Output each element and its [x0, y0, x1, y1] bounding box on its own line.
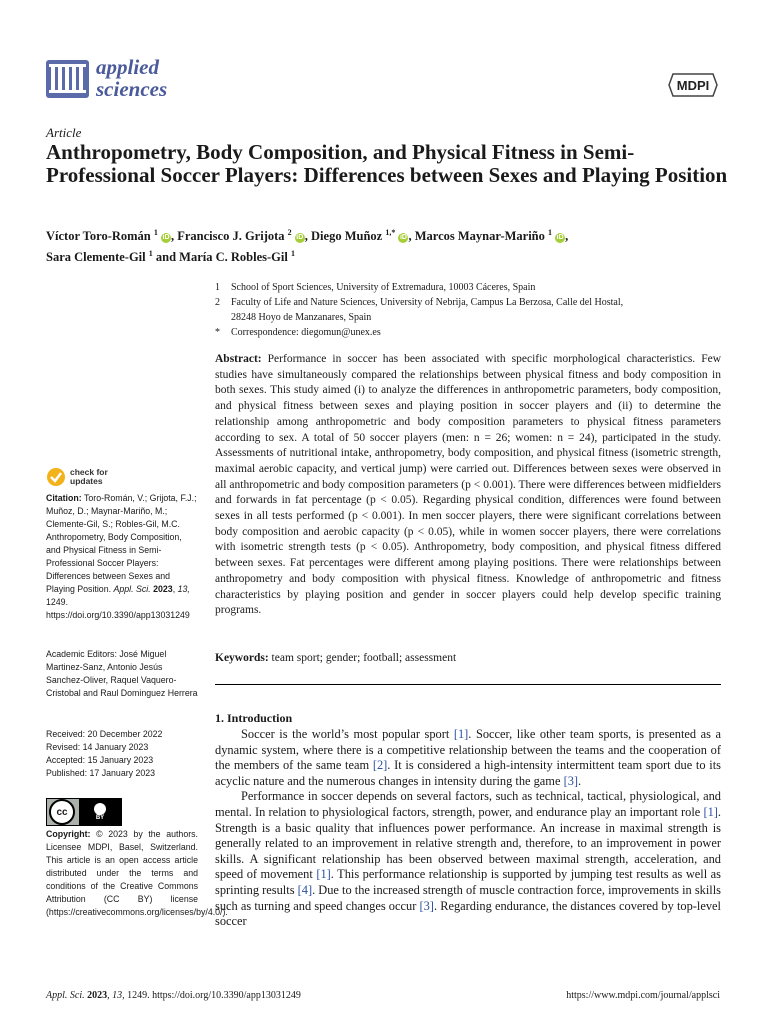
- reference-link[interactable]: [4]: [297, 882, 313, 897]
- citation-label: Citation:: [46, 493, 82, 503]
- paragraph-text: Performance in soccer depends on several factors, such as technical, tactical, physiological, and mental. In relation to physiological factors, strength, power, and endurance play an important role: [215, 789, 721, 819]
- affiliation-row: [215, 280, 725, 295]
- orcid-icon[interactable]: iD: [296, 234, 304, 242]
- body-text: [215, 727, 721, 930]
- affiliation-text: School of Sport Sciences, University of Extremadura, 10003 Cáceres, Spain: [231, 282, 536, 293]
- reference-link[interactable]: [3]: [419, 898, 434, 913]
- page-title: Anthropometry, Body Composition, and Physical Fitness in Semi-Professional Soccer Players: Differences between Sexes and Playing Position: [46, 140, 728, 187]
- copyright-label: Copyright:: [46, 829, 91, 839]
- affiliation-text: Faculty of Life and Nature Sciences, University of Nebrija, Campus La Berzosa, Calle del Hostal,: [231, 297, 624, 308]
- article-type: Article: [46, 125, 82, 140]
- footer-journal-url[interactable]: https://www.mdpi.com/journal/applsci: [566, 990, 720, 1001]
- citation-year: 2023: [153, 584, 173, 594]
- orcid-icon[interactable]: iD: [162, 234, 170, 242]
- orcid-icon[interactable]: iD: [556, 234, 564, 242]
- check-updates-icon: [46, 467, 66, 487]
- cc-license-badge[interactable]: [46, 798, 122, 826]
- footer-doi[interactable]: 1249. https://doi.org/10.3390/app13031249: [127, 990, 301, 1001]
- journal-logo-icon: [46, 60, 89, 98]
- affiliation-text: 28248 Hoyo de Manzanares, Spain: [231, 312, 372, 323]
- author-name: Víctor Toro-Román: [46, 229, 154, 244]
- revised-date: Revised: 14 January 2023: [46, 742, 149, 752]
- dates-block: [46, 728, 198, 780]
- citation-doi[interactable]: 1249. https://doi.org/10.3390/app13031249: [46, 597, 190, 620]
- reference-link[interactable]: [1]: [703, 804, 718, 819]
- affiliation-number: *: [215, 327, 220, 338]
- author-affiliation-marker: 1,*: [385, 228, 396, 237]
- affiliation-text: Correspondence: diegomun@unex.es: [231, 327, 381, 338]
- paragraph-text: . Soccer, like other team sports, is presented as a dynamic system, where there is a competitive relationship between the teams and the cooperation of the members of the same team: [215, 727, 721, 773]
- paragraph-text: .: [578, 773, 582, 788]
- affiliations: [215, 280, 725, 340]
- affiliation-number: [215, 310, 231, 325]
- affiliation-number: 1: [215, 282, 220, 293]
- reference-link[interactable]: [1]: [453, 727, 469, 741]
- journal-name-line1: applied: [96, 55, 159, 79]
- reference-link[interactable]: [3]: [563, 773, 579, 788]
- abstract: [215, 352, 721, 619]
- citation-block: Citation: Toro-Román, V.; Grijota, F.J.; Muñoz, D.; Maynar-Mariño, M.; Clemente-Gil, S.; Robles-Gil, M.C. Anthropometry, Body Composition, and Physical Fitness in Semi-Professional Soccer Players: Differences between Sexes and Playing Position. Appl. Sci. 2023, 13, 1249. https://doi.org/10.3390/app13031249: [46, 493, 197, 620]
- paragraph-text: . This performance relationship is supported by jumping test results as well as sprinting results: [215, 867, 721, 897]
- academic-editors: Academic Editors: José Miguel Martinez-Sanz, Antonio Jesús Sanchez-Oliver, Raquel Vaquero-Cristobal and Raul Dominguez Herrera: [46, 649, 198, 698]
- author-affiliation-marker: 1: [548, 228, 553, 237]
- author-name: Francisco J. Grijota: [177, 229, 288, 244]
- paragraph-1: [215, 727, 721, 789]
- author-line-1: Víctor Toro-Román $^1$ iD , Francisco J. Grijota $^2$ iD , Diego Muñoz $^{1,*}$ iD , Marcos Maynar-Mariño $^1$ iD ,: [46, 228, 569, 244]
- journal-name: [96, 56, 167, 100]
- section-heading: 1. Introduction: [215, 711, 293, 725]
- affiliation-row: [215, 325, 725, 340]
- cc-icon-label: cc: [56, 806, 68, 818]
- citation-volume: 13,: [177, 584, 190, 594]
- author-name: Diego Muñoz: [311, 229, 386, 244]
- paragraph-text: . Due to the increased strength of muscle contraction force, improvements in skills such as turning and speed changes occur: [215, 882, 721, 913]
- affiliation-number: 2: [215, 297, 220, 308]
- author-name: Sara Clemente-Gil: [46, 250, 149, 265]
- author-affiliation-marker: 2: [287, 228, 292, 237]
- author-name: Marcos Maynar-Mariño: [414, 229, 549, 244]
- divider: [215, 684, 721, 685]
- reference-link[interactable]: [1]: [316, 867, 331, 882]
- publisher-label: MDPI: [676, 78, 710, 93]
- citation-text: Toro-Román, V.; Grijota, F.J.; Muñoz, D.; Maynar-Mariño, M.; Clemente-Gil, S.; Robles-Gil, M.C. Anthropometry, Body Composition, and Physical Fitness in Semi-Professional Soccer Players: Differences between Sexes and Playing Position.: [46, 493, 197, 594]
- author-affiliation-marker: 1: [153, 228, 158, 237]
- author-line-2: Sara Clemente-Gil $^1$ and María C. Robles-Gil $^1$: [46, 249, 295, 265]
- orcid-icon[interactable]: iD: [399, 234, 407, 242]
- paragraph-text: . Strength is a basic quality that influences power performance. An increase in maximal strength is generally related to an improvement in relative strength and, therefore, to an improvement in power skills. A significant relationship has been observed between maximal strength, acceleration, and speed of movement: [215, 804, 721, 882]
- abstract-text: Performance in soccer has been associated with specific morphological characteristics. Few studies have simultaneously compared the relationships between physical fitness and body composition in both sexes. This study aimed (i) to analyze the differences in anthropometric parameters, body composition, and physical fitness between sexes and playing position in soccer players and (ii) to determine the relationship among anthropometric and body composition parameters to physical fitness parameters according to sex. A total of 50 soccer players (men: n = 26; women: n = 24), participated in the study. Assessments of nutritional intake, anthropometry, body composition, and physical fitness (isometric strength, maximal aerobic capacity, and vertical jump) were carried out. Differences between sexes were observed in all anthropometric and body composition parameters (p < 0.001). There were differences between midfielders and forwards in fat percentage (p < 0.05). Regarding physical condition, differences were found between sexes in all tests performed (p < 0.001). In men soccer players, there were significant correlations between body composition and aerobic capacity (p < 0.05), while in women soccer players, there were correlations with isometric strength tests (p < 0.05). Anthropometry, body composition, and physical fitness differed between sexes. Fat percentages were different among playing positions. There were relationships between anthropometry and body composition with physical fitness. Knowledge of anthropometric and fitness characteristics by playing position and gender in soccer players could help develop specific training programs.: [215, 353, 721, 617]
- paragraph-text: . It is considered a high-intensity intermittent team sport due to its acyclic nature and the numerous changes in intensity during the game: [215, 758, 721, 788]
- footer-citation: Appl. Sci. 2023, 13, 1249. https://doi.org/10.3390/app13031249: [46, 990, 301, 1001]
- affiliation-row: [215, 310, 725, 325]
- accepted-date: Accepted: 15 January 2023: [46, 755, 154, 765]
- author-list: [46, 224, 736, 266]
- keywords-text: team sport; gender; football; assessment: [271, 652, 457, 664]
- paragraph-2: [215, 789, 721, 929]
- mdpi-logo-icon: [667, 70, 719, 100]
- cc-icon: [49, 799, 75, 825]
- author-affiliation-marker: 1: [148, 249, 153, 259]
- keywords-label: Keywords:: [215, 652, 269, 664]
- check-for-updates-button[interactable]: [46, 466, 136, 488]
- citation-journal: Appl. Sci.: [113, 584, 151, 594]
- updates-label: updates: [70, 476, 103, 486]
- author-affiliation-marker: 1: [290, 249, 295, 259]
- check-for-label: check for: [70, 467, 108, 477]
- footer-journal: Appl. Sci.: [46, 990, 85, 1001]
- person-icon: [94, 803, 106, 815]
- paragraph-text: . Regarding endurance, the distances covered by top-level soccer: [215, 898, 721, 929]
- published-date: Published: 17 January 2023: [46, 768, 156, 778]
- received-date: Received: 20 December 2022: [46, 729, 163, 739]
- affiliation-row: [215, 295, 725, 310]
- page-footer: [46, 990, 720, 1001]
- author-name: María C. Robles-Gil: [179, 250, 291, 265]
- footer-year: 2023: [87, 990, 108, 1001]
- reference-link[interactable]: [2]: [372, 758, 388, 773]
- journal-name-line2: sciences: [96, 77, 168, 101]
- paragraph-text: Soccer is the world’s most popular sport: [241, 727, 454, 741]
- footer-volume: 13,: [112, 990, 125, 1001]
- copyright-text: © 2023 by the authors. Licensee MDPI, Basel, Switzerland. This article is an open access article distributed under the terms and conditions of the Creative Commons Attribution (CC BY) license (https://creativecommons.org/licenses/by/4.0/).: [46, 829, 228, 917]
- abstract-label: Abstract:: [215, 353, 262, 365]
- cc-by-label: BY: [95, 815, 105, 821]
- keywords: [215, 652, 721, 664]
- copyright-block: [46, 828, 228, 919]
